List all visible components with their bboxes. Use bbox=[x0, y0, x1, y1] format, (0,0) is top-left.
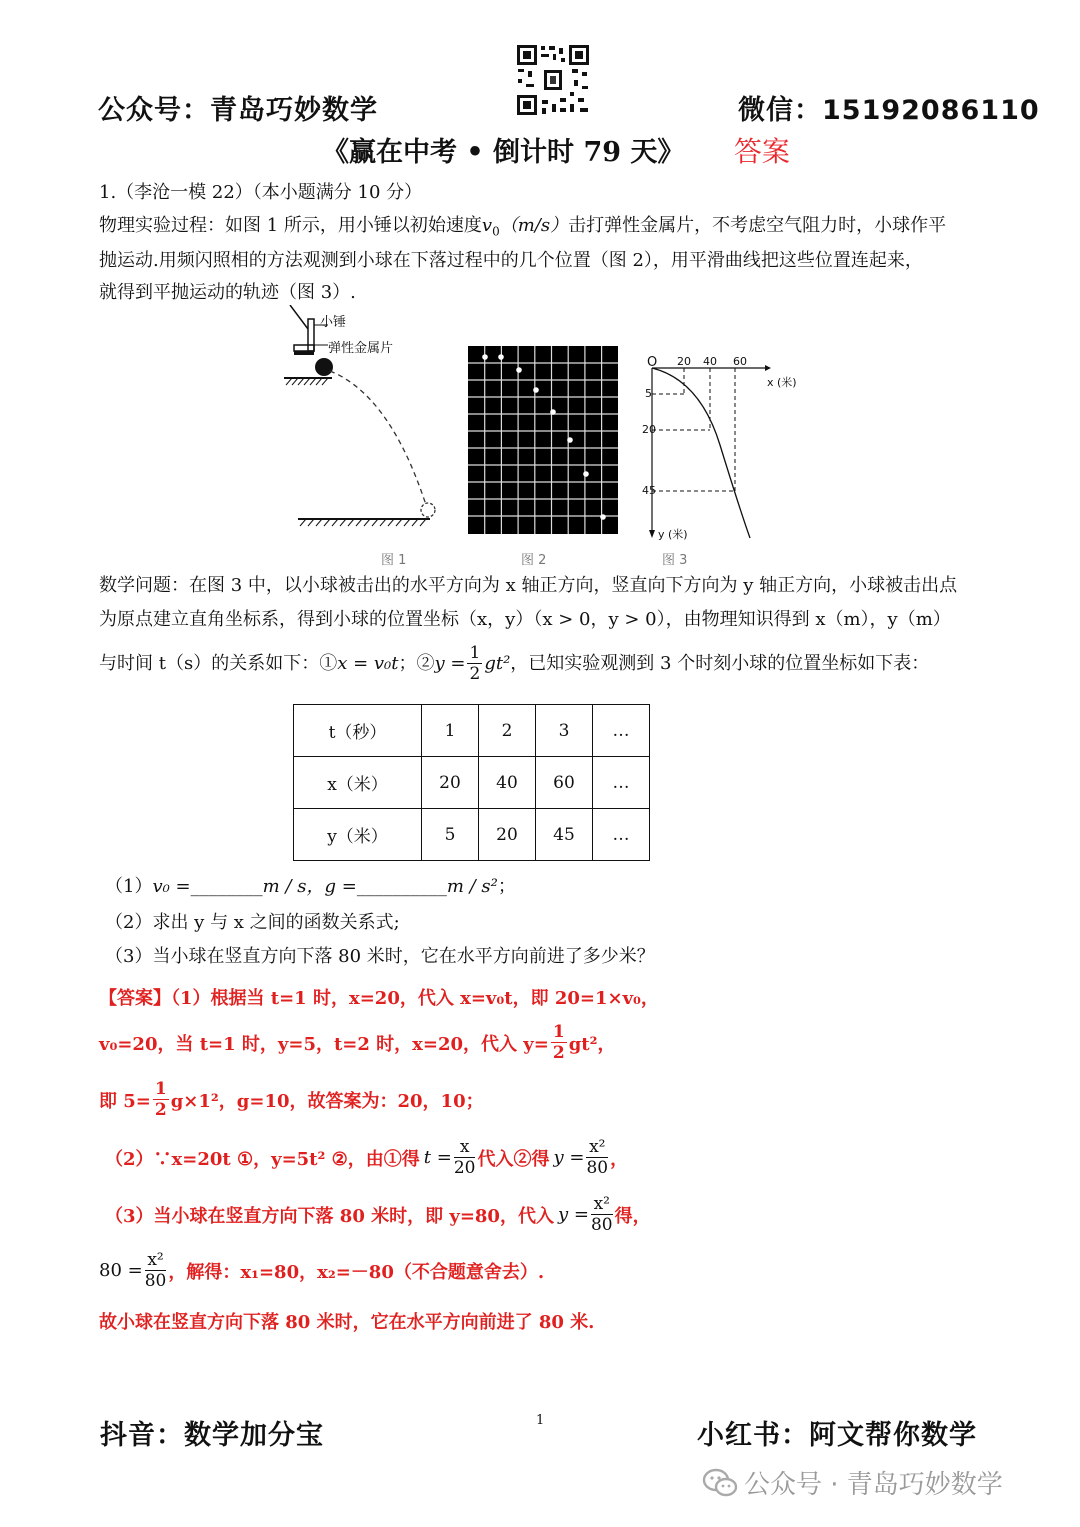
fig3-origin: O bbox=[647, 355, 658, 370]
page-number: 1 bbox=[536, 1413, 545, 1428]
answer-line7: 故小球在竖直方向下落 80 米时，它在水平方向前进了 80 米. bbox=[99, 1312, 595, 1333]
problem-intro-line2: 抛运动.用频闪照相的方法观测到小球在下落过程中的几个位置（图 2），用平滑曲线把这些位置连起来， bbox=[99, 250, 923, 271]
fraction-half: $\frac{1}{2}$ bbox=[469, 643, 481, 684]
math-line3: 与时间 t（s）的关系如下：① x = v₀t ；② y = $\frac{1}{2}$ gt² ，已知实验观测到 3 个时刻小球的位置坐标如下表： bbox=[99, 643, 930, 684]
strobe-ball bbox=[583, 471, 589, 477]
math-line1: 数学问题：在图 3 中，以小球被击出的水平方向为 x 轴正方向，竖直向下方向为 y 轴正方向，小球被击出点 bbox=[99, 575, 958, 596]
question-1: （1）v₀ =________m / s，g =__________m / s²； bbox=[105, 876, 516, 897]
fig3-y-tick-5: 5 bbox=[645, 387, 652, 400]
table-row: t（秒） 1 2 3 … bbox=[294, 705, 650, 757]
footer-right: 小红书：阿文帮你数学 bbox=[697, 1420, 977, 1451]
header-right: 微信：15192086110 bbox=[738, 95, 1040, 126]
table-row: y（米） 5 20 45 … bbox=[294, 809, 650, 861]
fig1-label-plate: 弹性金属片 bbox=[328, 341, 394, 356]
footer-left: 抖音：数学加分宝 bbox=[100, 1420, 324, 1451]
answer-line5: （3）当小球在竖直方向下落 80 米时，即 y=80，代入 y = $\frac{\text{x²}}{80}$ 得， bbox=[105, 1194, 651, 1235]
strobe-ball bbox=[482, 354, 488, 360]
strobe-ball bbox=[600, 514, 606, 520]
fig1-caption: 图 1 bbox=[381, 553, 407, 568]
strobe-ball bbox=[533, 387, 539, 393]
problem-intro-line1: 物理实验过程：如图 1 所示，用小锤以初始速度$v_0(m/s)$击打弹性金属片，不考虑空气阻力时，小球作平 bbox=[99, 215, 947, 239]
watermark: 公众号 · 青岛巧妙数学 bbox=[702, 1464, 1003, 1501]
fig2-caption: 图 2 bbox=[521, 553, 547, 568]
problem-number: 1.（李沧一模 22）（本小题满分 10 分） bbox=[99, 182, 423, 203]
fig3-x-tick-60: 60 bbox=[733, 355, 747, 368]
strobe-ball bbox=[516, 367, 522, 373]
answer-line6: 80 = $\frac{\text{x²}}{80}$ ，解得：x₁=80，x₂=－80（不合题意舍去）. bbox=[99, 1250, 545, 1291]
data-table bbox=[293, 704, 650, 861]
problem-intro-line3: 就得到平抛运动的轨迹（图 3）. bbox=[99, 282, 356, 303]
fig3-caption: 图 3 bbox=[662, 553, 688, 568]
strobe-ball bbox=[550, 409, 556, 415]
answer-line2: v₀=20，当 t=1 时，y=5，t=2 时，x=20，代入 y= $\frac{1}{2}$ gt²， bbox=[99, 1022, 616, 1063]
answer-line1: 【答案】（1）根据当 t=1 时，x=20，代入 x=v₀t，即 20=1×v₀， bbox=[99, 988, 659, 1009]
fig3-x-axis-label: x (米) bbox=[767, 376, 797, 389]
wechat-icon bbox=[702, 1468, 738, 1498]
answer-line3: 即 5= $\frac{1}{2}$ g×1²，g=10，故答案为：20，10； bbox=[99, 1079, 484, 1120]
figure-2 bbox=[468, 346, 618, 534]
fig3-y-tick-20: 20 bbox=[642, 423, 656, 436]
fig3-x-tick-40: 40 bbox=[703, 355, 717, 368]
fig3-y-tick-45: 45 bbox=[642, 484, 656, 497]
question-3: （3）当小球在竖直方向下落 80 米时，它在水平方向前进了多少米？ bbox=[105, 946, 655, 967]
table-row: x（米） 20 40 60 … bbox=[294, 757, 650, 809]
fig3-x-tick-20: 20 bbox=[677, 355, 691, 368]
strobe-ball bbox=[498, 354, 504, 360]
title-main: 《赢在中考 • 倒计时 79 天》 bbox=[322, 137, 685, 168]
math-line2: 为原点建立直角坐标系，得到小球的位置坐标（x，y）（x > 0，y > 0），由物理知识得到 x（m），y（m） bbox=[99, 609, 951, 630]
strobe-ball bbox=[567, 437, 573, 443]
qr-code bbox=[516, 44, 590, 116]
header-left: 公众号：青岛巧妙数学 bbox=[98, 95, 378, 126]
answer-line4: （2）∵x=20t ①，y=5t² ②，由①得 t = $\frac{x}{20}$ 代入②得 y = $\frac{\text{x²}}{80}$ ， bbox=[105, 1137, 629, 1178]
fig1-label-hammer: 小锤 bbox=[320, 315, 347, 330]
fig3-y-axis-label: y (米) bbox=[658, 528, 688, 541]
question-2: （2）求出 y 与 x 之间的函数关系式; bbox=[105, 912, 400, 933]
page-title bbox=[322, 130, 790, 170]
title-answer: 答案 bbox=[733, 135, 790, 168]
